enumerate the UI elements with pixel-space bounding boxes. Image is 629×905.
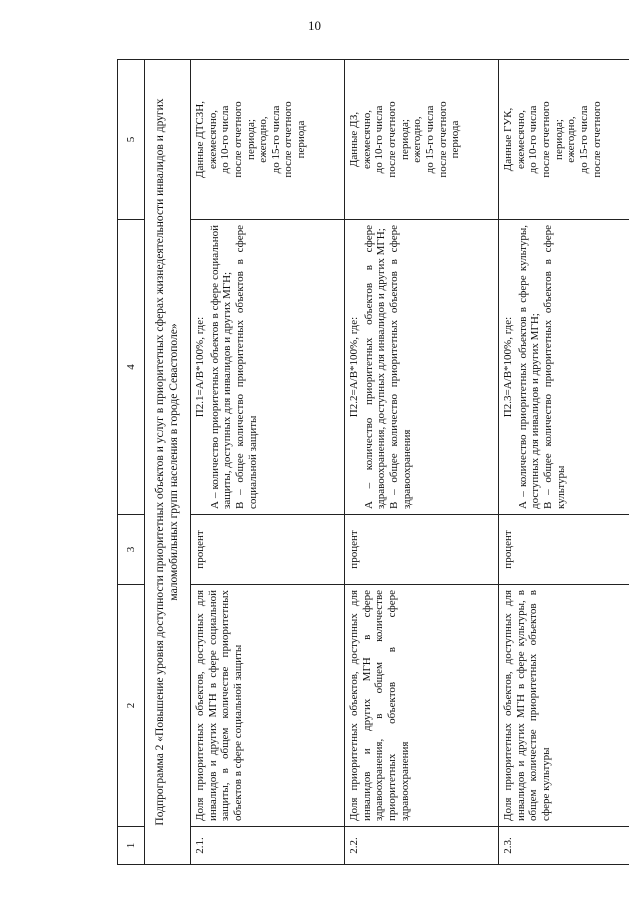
header-col-1: 1 [118, 827, 145, 865]
unit: процент [191, 515, 345, 585]
source-line: Данные ДТСЗН, [194, 101, 206, 178]
source-line: до 15-го числа [269, 105, 282, 174]
page-number: 10 [308, 18, 321, 33]
source-line: после отчетного [436, 101, 449, 178]
indicator-name: Доля приоритетных объектов, доступных для инвалидов и других МГН в сфере культуры, в общем количестве приоритетных объектов в сфере культуры [499, 585, 629, 827]
source-line: ежемесячно, [514, 110, 527, 169]
source-line: Данные ГУК, [502, 107, 515, 172]
source-line: ежемесячно, [206, 110, 219, 169]
header-col-4: 4 [118, 220, 145, 515]
source-line: ежегодно, [411, 116, 424, 163]
formula-a: А – количество приоритетных объектов в сфере социальной защиты, доступных для инвалидов и других МГН; [208, 225, 234, 509]
formula: П2.3=А/В*100%, где: [502, 316, 515, 418]
source-line: периода; [552, 119, 565, 160]
header-col-5: 5 [118, 60, 145, 220]
source-cell [345, 60, 499, 220]
source-line: после отчетного [231, 101, 244, 178]
unit: процент [345, 515, 499, 585]
formula-a: А – количество приоритетных объектов в сфере культуры, доступных для инвалидов и других МГН; [516, 225, 542, 509]
source-line: до 15-го числа [577, 105, 590, 174]
header-row [118, 60, 145, 865]
source-line: до 10-го числа [219, 105, 232, 174]
table-row [191, 60, 345, 865]
indicator-name: Доля приоритетных объектов, доступных для инвалидов и других МГН в сфере социальной защиты, в общем количестве приоритетных объектов в сфере социальной защиты [191, 585, 345, 827]
source-line: ежегодно, [257, 116, 270, 163]
subprogram-row [145, 60, 191, 865]
formula-cell [191, 220, 345, 515]
source-line: ежегодно, [565, 116, 578, 163]
rotated-table-container [117, 60, 629, 865]
source-line: до 10-го числа [373, 105, 386, 174]
table-row [499, 60, 629, 865]
source-line: после отчетного [385, 101, 398, 178]
formula: П2.2=А/В*100%, где: [348, 316, 361, 418]
formula-b: В – общее количество приоритетных объектов в сфере здравоохранения [387, 225, 413, 509]
row-number: 2.3. [499, 827, 629, 865]
source-line: Данные ДЗ, [348, 111, 361, 168]
subprogram-title: Подпрограмма 2 «Повышение уровня доступности приоритетных объектов и услуг в приоритетных сферах жизнедеятельности инвалидов и других маломобильных групп населения в городе Севастополе» [145, 60, 191, 865]
formula-a: А – количество приоритетных объектов в сфере здравоохранения, доступных для инвалидов и других МГН; [362, 225, 388, 509]
indicators-table [117, 59, 629, 865]
source-line: после отчетного [539, 101, 552, 178]
row-number: 2.2. [345, 827, 499, 865]
header-col-2: 2 [118, 585, 145, 827]
source-line: периода [449, 120, 462, 159]
indicator-name: Доля приоритетных объектов, доступных для инвалидов и других МГН в сфере здравоохранения, в общем количестве приоритетных объектов в сфере здравоохранения [345, 585, 499, 827]
table-row [345, 60, 499, 865]
header-col-3: 3 [118, 515, 145, 585]
formula-b: В – общее количество приоритетных объектов в сфере социальной защиты [233, 225, 259, 509]
source-line: после отчетного [282, 101, 295, 178]
source-line: периода [295, 120, 308, 159]
formula: П2.1=А/В*100%, где: [194, 316, 206, 418]
formula-b: В – общее количество приоритетных объектов в сфере культуры [541, 225, 567, 509]
source-cell [191, 60, 345, 220]
row-number: 2.1. [191, 827, 345, 865]
source-line: до 10-го числа [527, 105, 540, 174]
source-line: периода; [244, 119, 257, 160]
source-cell [499, 60, 629, 220]
table-landscape [117, 60, 629, 865]
source-line: после отчетного [590, 101, 603, 178]
source-line: периода; [398, 119, 411, 160]
unit: процент [499, 515, 629, 585]
formula-cell [499, 220, 629, 515]
source-line: до 15-го числа [423, 105, 436, 174]
formula-cell [345, 220, 499, 515]
source-line: ежемесячно, [360, 110, 373, 169]
